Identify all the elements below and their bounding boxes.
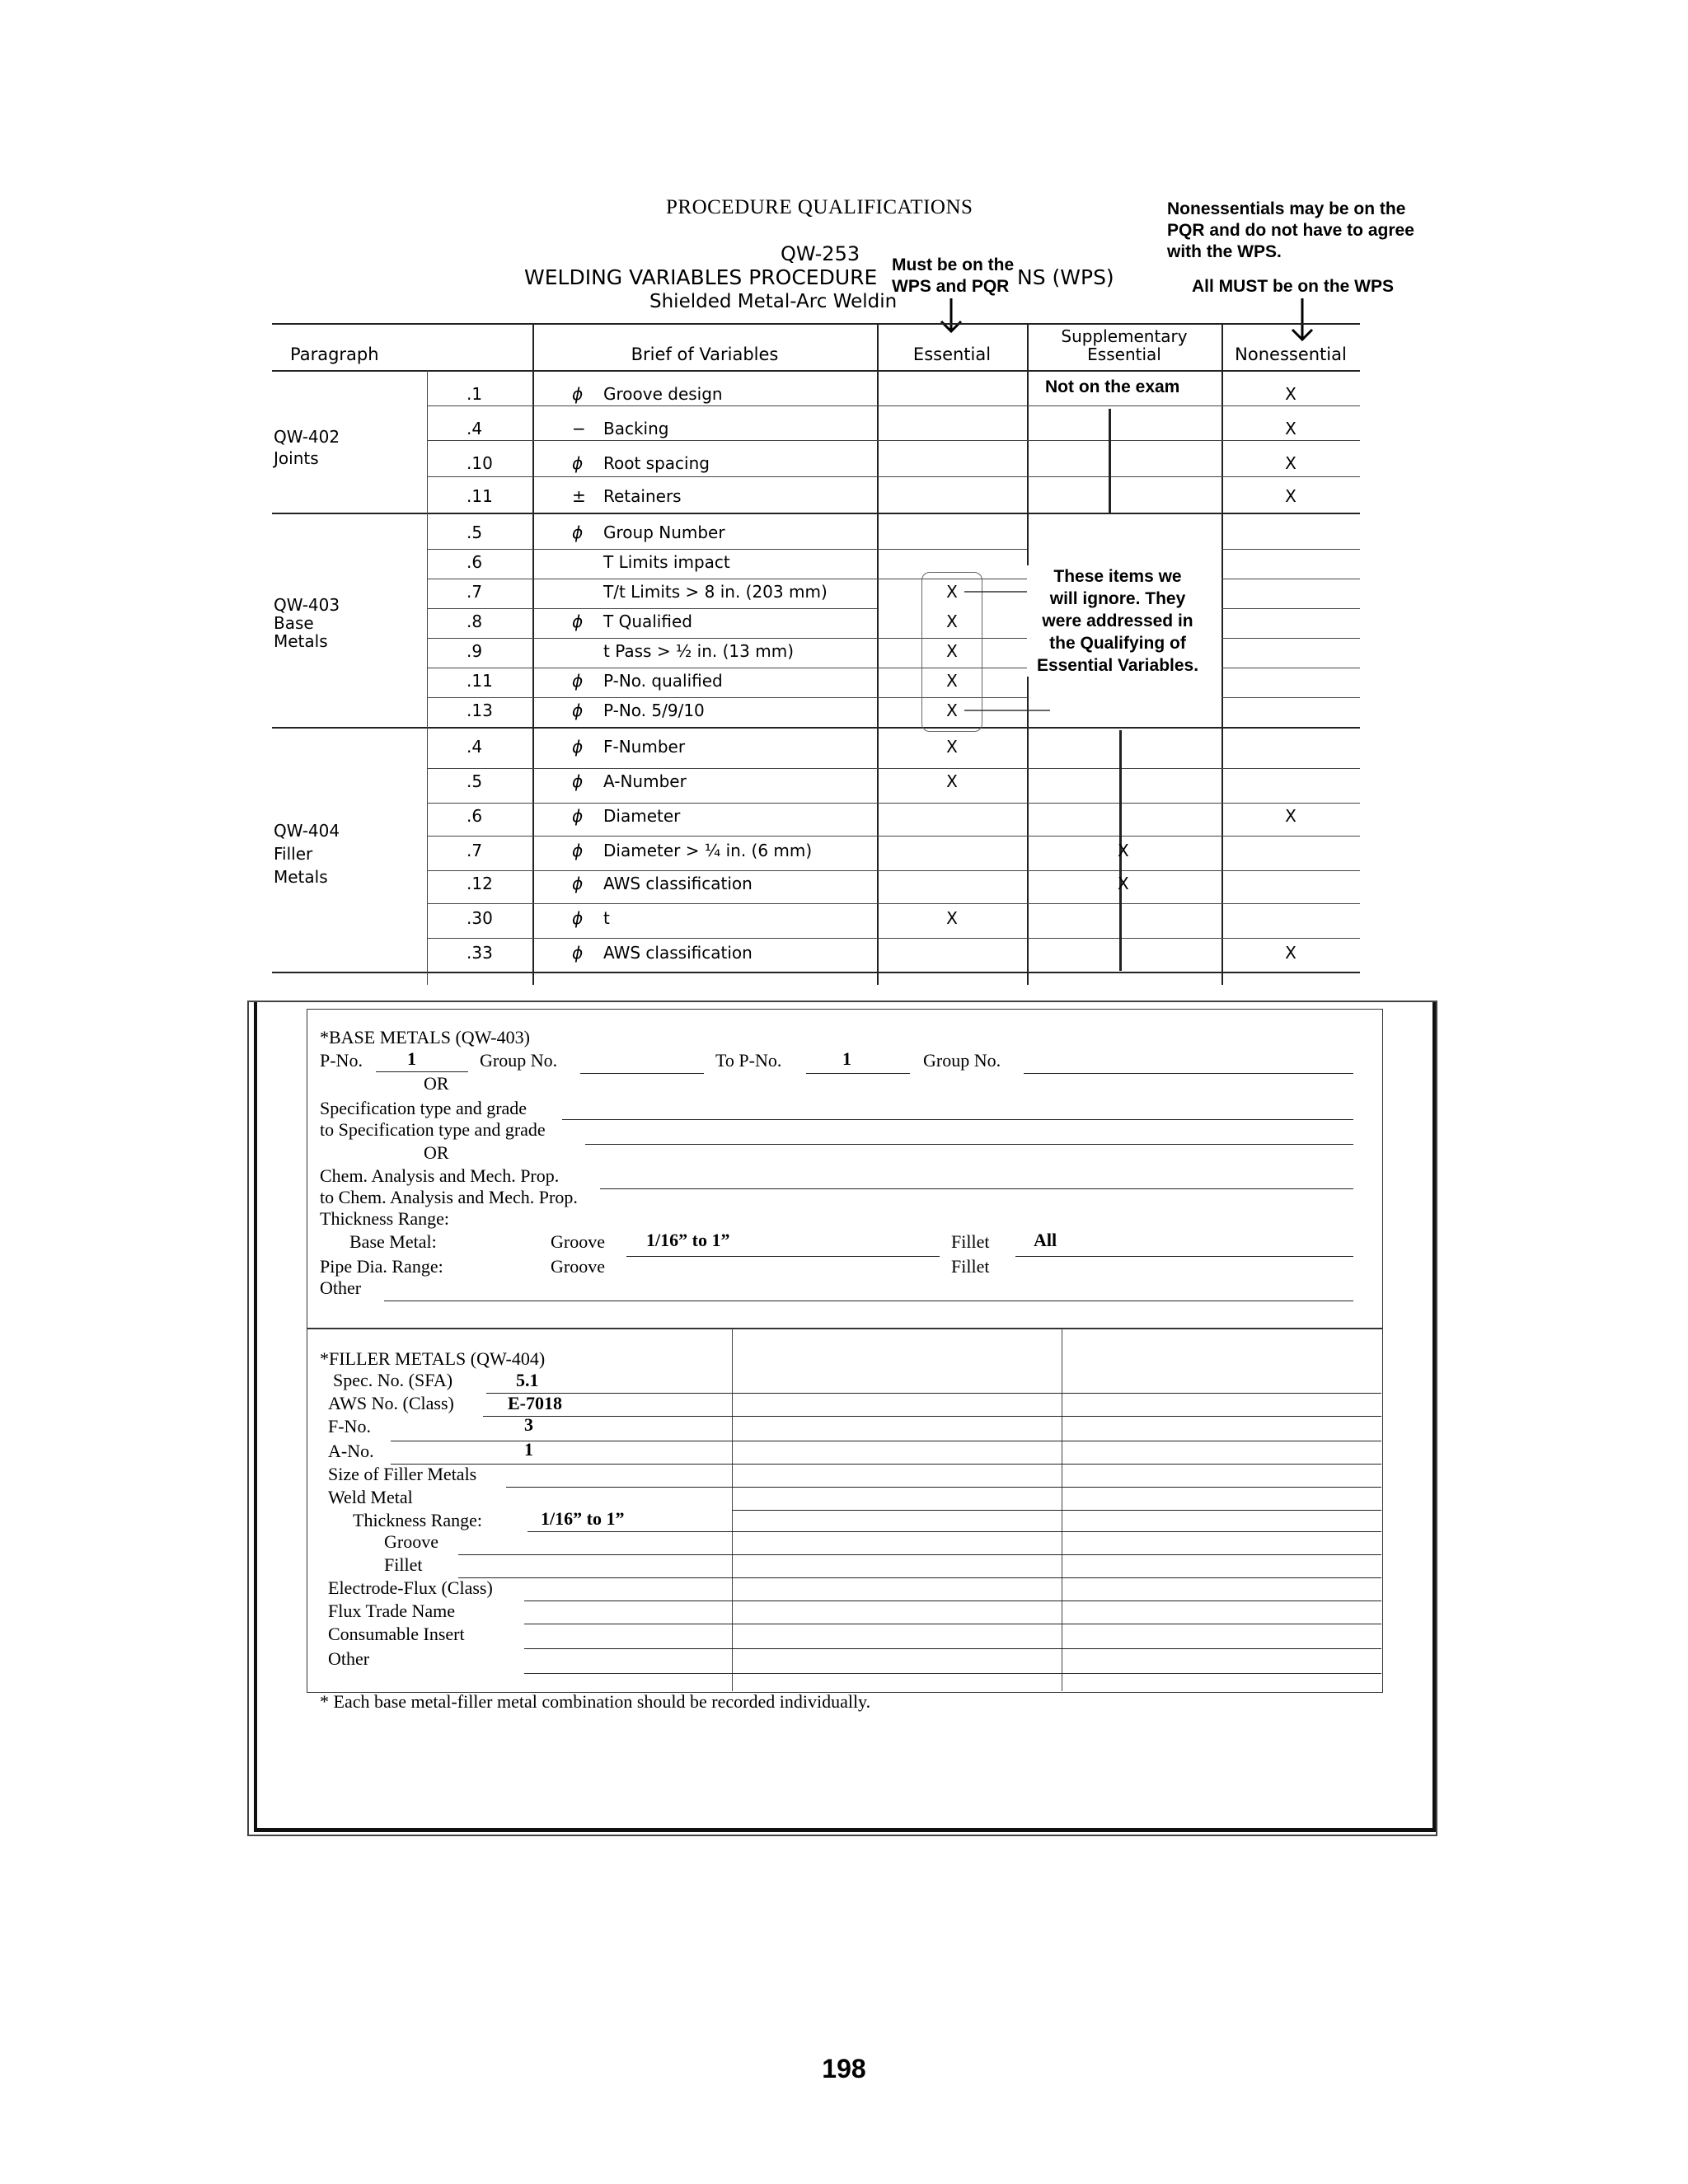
row-symbol: ϕ <box>572 771 584 791</box>
row-number: .6 <box>467 806 483 826</box>
row-variable: Diameter <box>603 806 681 826</box>
row-variable: AWS classification <box>603 943 753 963</box>
col-nonessential: Nonessential <box>1235 344 1347 364</box>
row-variable: Group Number <box>603 523 725 542</box>
row-essential-mark: X <box>946 641 958 661</box>
callout-nonessential-line2: PQR and do not have to agree <box>1167 221 1414 240</box>
row-essential-mark: X <box>946 582 958 602</box>
spec-no-value: 5.1 <box>516 1370 539 1390</box>
callout-ignore-line: Essential Variables. <box>1036 656 1199 675</box>
page-number: 198 <box>822 2054 866 2083</box>
col-essential: Essential <box>912 344 992 364</box>
row-number: .12 <box>467 874 493 893</box>
col-paragraph: Paragraph <box>290 344 379 364</box>
row-number: .6 <box>467 552 483 572</box>
weld-thickness-label: Thickness Range: <box>353 1510 483 1530</box>
callout-ignore-line: the Qualifying of <box>1049 634 1186 653</box>
filler-other-label: Other <box>328 1648 370 1669</box>
pipe-dia-label: Pipe Dia. Range: <box>320 1256 443 1277</box>
row-nonessential-mark: X <box>1285 453 1296 473</box>
row-supplementary-mark: X <box>1118 841 1129 860</box>
row-number: .30 <box>467 908 493 928</box>
row-variable: F-Number <box>603 737 686 757</box>
fno-value: 3 <box>524 1414 533 1435</box>
table-title-left: WELDING VARIABLES PROCEDURE <box>524 265 878 289</box>
row-nonessential-mark: X <box>1285 943 1296 963</box>
row-number: .11 <box>467 486 493 506</box>
row-number: .10 <box>467 453 493 473</box>
or-label: OR <box>424 1073 449 1094</box>
base-metals-title: *BASE METALS (QW-403) <box>320 1027 530 1047</box>
row-essential-mark: X <box>946 671 958 691</box>
col-brief: Brief of Variables <box>631 344 779 364</box>
callout-must-wps-line1: Must be on the <box>892 255 1015 274</box>
or-label: OR <box>424 1142 449 1163</box>
row-variable: Root spacing <box>603 453 710 473</box>
row-variable: t Pass > ½ in. (13 mm) <box>603 641 794 661</box>
to-pno-label: To P-No. <box>715 1050 782 1071</box>
callout-ignore-line: were addressed in <box>1042 612 1193 630</box>
row-variable: Groove design <box>603 384 723 404</box>
base-metal-label: Base Metal: <box>349 1231 437 1252</box>
table-title-right: NS (WPS) <box>1017 265 1114 289</box>
row-symbol: ϕ <box>572 841 584 860</box>
groove-value: 1/16” to 1” <box>646 1230 730 1250</box>
footnote: * Each base metal-filler metal combination should be recorded individually. <box>320 1691 871 1712</box>
group-code: QW-404 <box>274 821 340 841</box>
flux-trade-label: Flux Trade Name <box>328 1601 455 1621</box>
row-essential-mark: X <box>946 701 958 720</box>
row-variable: T/t Limits > 8 in. (203 mm) <box>603 582 828 602</box>
row-nonessential-mark: X <box>1285 806 1296 826</box>
pipe-groove-label: Groove <box>551 1256 605 1277</box>
ano-label: A-No. <box>328 1441 374 1461</box>
aws-no-value: E-7018 <box>508 1393 562 1413</box>
weld-metal-label: Weld Metal <box>328 1487 413 1507</box>
consumable-insert-label: Consumable Insert <box>328 1624 465 1644</box>
row-symbol: ϕ <box>572 806 584 826</box>
row-symbol: ϕ <box>572 523 584 542</box>
callout-nonessential-line3: with the WPS. <box>1167 242 1282 261</box>
row-symbol: ϕ <box>572 453 584 473</box>
pno-label: P-No. <box>320 1050 363 1071</box>
row-essential-mark: X <box>946 771 958 791</box>
row-symbol: ϕ <box>572 701 584 720</box>
row-symbol: ϕ <box>572 671 584 691</box>
row-number: .11 <box>467 671 493 691</box>
group-code: QW-403 <box>274 595 340 615</box>
row-number: .7 <box>467 582 483 602</box>
callout-not-on-exam: Not on the exam <box>1045 377 1180 396</box>
other-label: Other <box>320 1277 362 1298</box>
row-number: .5 <box>467 523 483 542</box>
size-label: Size of Filler Metals <box>328 1464 477 1484</box>
row-number: .13 <box>467 701 493 720</box>
row-number: .5 <box>467 771 483 791</box>
callout-must-wps-line2: WPS and PQR <box>892 277 1010 296</box>
to-pno-value: 1 <box>842 1048 851 1069</box>
chem-label: Chem. Analysis and Mech. Prop. <box>320 1165 560 1186</box>
row-variable: Diameter > ¼ in. (6 mm) <box>603 841 813 860</box>
row-variable: t <box>603 908 610 928</box>
row-variable: P-No. qualified <box>603 671 723 691</box>
thickness-label: Thickness Range: <box>320 1208 450 1229</box>
fillet-value: All <box>1034 1230 1057 1250</box>
row-number: .8 <box>467 612 483 631</box>
table-code: QW-253 <box>781 242 860 265</box>
row-symbol: − <box>572 419 586 438</box>
col-supplementary-2: Essential <box>1087 344 1161 364</box>
row-nonessential-mark: X <box>1285 419 1296 438</box>
groove-label: Groove <box>551 1231 605 1252</box>
row-number: .4 <box>467 737 483 757</box>
row-number: .1 <box>467 384 483 404</box>
callout-ignore <box>1027 565 1208 677</box>
ano-value: 1 <box>524 1439 533 1460</box>
pipe-fillet-label: Fillet <box>951 1256 990 1277</box>
row-essential-mark: X <box>946 908 958 928</box>
row-nonessential-mark: X <box>1285 384 1296 404</box>
section-title: PROCEDURE QUALIFICATIONS <box>666 196 973 218</box>
col-supplementary-1: Supplementary <box>1061 326 1188 346</box>
row-number: .4 <box>467 419 483 438</box>
group-name: Metals <box>274 867 328 887</box>
row-symbol: ϕ <box>572 737 584 757</box>
pno-value: 1 <box>407 1048 416 1069</box>
row-variable: AWS classification <box>603 874 753 893</box>
down-arrow-icon <box>936 298 966 335</box>
row-symbol: ϕ <box>572 874 584 893</box>
row-number: .9 <box>467 641 483 661</box>
group-no-label-2: Group No. <box>923 1050 1001 1071</box>
row-number: .7 <box>467 841 483 860</box>
chem-to-label: to Chem. Analysis and Mech. Prop. <box>320 1187 578 1207</box>
row-symbol: ϕ <box>572 943 584 963</box>
callout-nonessential-line1: Nonessentials may be on the <box>1167 199 1406 218</box>
weld-groove-label: Groove <box>384 1531 438 1552</box>
group-name: Joints <box>274 448 319 468</box>
filler-metals-title: *FILLER METALS (QW-404) <box>320 1348 546 1369</box>
aws-no-label: AWS No. (Class) <box>328 1393 454 1413</box>
spec-to-label: to Specification type and grade <box>320 1119 546 1140</box>
row-variable: T Qualified <box>603 612 692 631</box>
weld-thickness-value: 1/16” to 1” <box>541 1508 625 1529</box>
table-subtitle: Shielded Metal-Arc Weldin <box>649 291 898 312</box>
group-name: Metals <box>274 631 328 651</box>
row-variable: Backing <box>603 419 669 438</box>
group-name: Base <box>274 613 314 633</box>
weld-fillet-label: Fillet <box>384 1554 423 1575</box>
row-variable: T Limits impact <box>603 552 730 572</box>
row-essential-mark: X <box>946 612 958 631</box>
callout-ignore-line: will ignore. They <box>1049 589 1186 608</box>
row-variable: A-Number <box>603 771 687 791</box>
group-no-label: Group No. <box>480 1050 558 1071</box>
row-variable: P-No. 5/9/10 <box>603 701 705 720</box>
down-arrow-icon <box>1287 298 1317 344</box>
row-symbol: ϕ <box>572 612 584 631</box>
electrode-flux-label: Electrode-Flux (Class) <box>328 1577 493 1598</box>
fno-label: F-No. <box>328 1416 371 1436</box>
row-variable: Retainers <box>603 486 682 506</box>
row-essential-mark: X <box>946 737 958 757</box>
row-nonessential-mark: X <box>1285 486 1296 506</box>
spec-label: Specification type and grade <box>320 1098 528 1118</box>
callout-all-must: All MUST be on the WPS <box>1192 277 1394 296</box>
row-number: .33 <box>467 943 493 963</box>
group-code: QW-402 <box>274 427 340 447</box>
row-symbol: ϕ <box>572 384 584 404</box>
group-name: Filler <box>274 844 313 864</box>
row-supplementary-mark: X <box>1118 874 1129 893</box>
callout-ignore-line: These items we <box>1053 567 1182 586</box>
fillet-label: Fillet <box>951 1231 990 1252</box>
row-symbol: ϕ <box>572 908 584 928</box>
row-symbol: ± <box>572 486 586 506</box>
spec-no-label: Spec. No. (SFA) <box>333 1370 453 1390</box>
